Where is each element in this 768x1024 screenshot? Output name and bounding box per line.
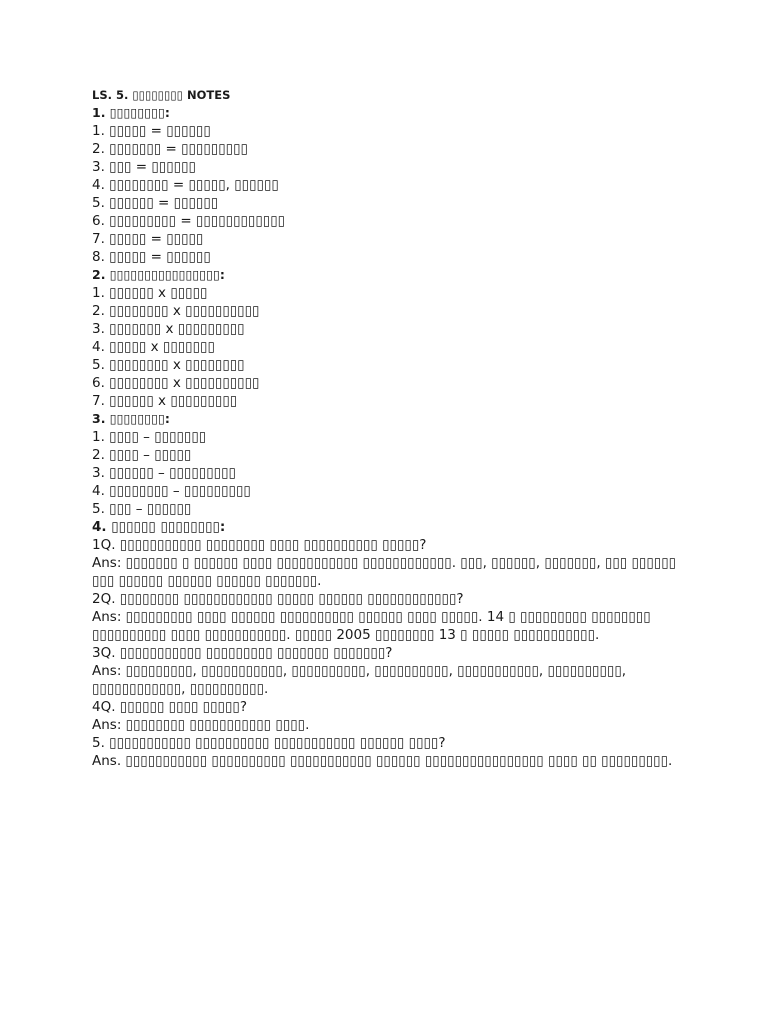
answer: Ans: ▯▯▯▯▯▯▯▯▯, ▯▯▯▯▯▯▯▯▯▯▯, ▯▯▯▯▯▯▯▯▯▯, ▯▯▯▯▯▯▯▯▯▯, ▯▯▯▯▯▯▯▯▯▯▯, ▯▯▯▯▯▯▯▯▯▯, ▯▯▯▯▯▯▯▯▯▯▯▯, ▯▯▯▯▯▯▯▯▯▯.	[92, 663, 627, 697]
answer: Ans: ▯▯▯▯▯▯▯▯ ▯▯▯▯▯▯▯▯▯▯▯ ▯▯▯▯.	[92, 717, 310, 733]
section-heading-opposites: 2. ▯▯▯▯▯▯▯▯▯▯▯▯▯▯▯▯:	[92, 267, 225, 282]
section-heading-meanings: 1. ▯▯▯▯▯▯▯▯:	[92, 105, 170, 120]
list-item: 2. ▯▯▯▯▯▯▯ = ▯▯▯▯▯▯▯▯▯	[92, 141, 248, 157]
list-item: 7. ▯▯▯▯▯▯ x ▯▯▯▯▯▯▯▯▯	[92, 393, 238, 409]
question: 4Q. ▯▯▯▯▯▯ ▯▯▯▯ ▯▯▯▯▯?	[92, 699, 247, 715]
document-title: LS. 5. ▯▯▯▯▯▯▯▯ NOTES	[92, 88, 231, 102]
list-item: 3. ▯▯▯▯▯▯ – ▯▯▯▯▯▯▯▯▯	[92, 465, 236, 481]
list-item: 8. ▯▯▯▯▯ = ▯▯▯▯▯▯	[92, 249, 211, 265]
section-heading-questions: 4. ▯▯▯▯▯▯ ▯▯▯▯▯▯▯▯:	[92, 519, 226, 535]
list-item: 3. ▯▯▯ = ▯▯▯▯▯▯	[92, 159, 196, 175]
list-item: 4. ▯▯▯▯▯ x ▯▯▯▯▯▯▯	[92, 339, 215, 355]
question: 1Q. ▯▯▯▯▯▯▯▯▯▯▯ ▯▯▯▯▯▯▯▯ ▯▯▯▯ ▯▯▯▯▯▯▯▯▯▯ ▯▯▯▯▯?	[92, 537, 427, 553]
list-item: 1. ▯▯▯▯▯ = ▯▯▯▯▯▯	[92, 123, 211, 139]
list-item: 1. ▯▯▯▯ – ▯▯▯▯▯▯▯	[92, 429, 207, 445]
list-item: 2. ▯▯▯▯ – ▯▯▯▯▯	[92, 447, 192, 463]
question: 2Q. ▯▯▯▯▯▯▯▯ ▯▯▯▯▯▯▯▯▯▯▯▯ ▯▯▯▯▯ ▯▯▯▯▯▯ ▯▯▯▯▯▯▯▯▯▯▯▯?	[92, 591, 464, 607]
list-item: 5. ▯▯▯▯▯▯▯▯ x ▯▯▯▯▯▯▯▯	[92, 357, 245, 373]
list-item: 2. ▯▯▯▯▯▯▯▯ x ▯▯▯▯▯▯▯▯▯▯	[92, 303, 260, 319]
list-item: 7. ▯▯▯▯▯ = ▯▯▯▯▯	[92, 231, 204, 247]
list-item: 4. ▯▯▯▯▯▯▯▯ – ▯▯▯▯▯▯▯▯▯	[92, 483, 251, 499]
document-page	[92, 86, 692, 770]
answer: Ans: ▯▯▯▯▯▯▯ ▯ ▯▯▯▯▯▯ ▯▯▯▯ ▯▯▯▯▯▯▯▯▯▯▯ ▯▯▯▯▯▯▯▯▯▯▯▯. ▯▯▯, ▯▯▯▯▯▯, ▯▯▯▯▯▯▯, ▯▯▯ ▯▯▯▯▯▯ ▯▯▯ ▯▯▯▯▯▯ ▯▯▯▯▯▯ ▯▯▯▯▯▯ ▯▯▯▯▯▯▯.	[92, 555, 677, 589]
list-item: 1. ▯▯▯▯▯▯ x ▯▯▯▯▯	[92, 285, 208, 301]
answer: Ans. ▯▯▯▯▯▯▯▯▯▯▯ ▯▯▯▯▯▯▯▯▯▯ ▯▯▯▯▯▯▯▯▯▯▯ ▯▯▯▯▯▯ ▯▯▯▯▯▯▯▯▯▯▯▯▯▯▯▯ ▯▯▯▯ ▯▯ ▯▯▯▯▯▯▯▯▯.	[92, 753, 673, 769]
answer: Ans: ▯▯▯▯▯▯▯▯▯ ▯▯▯▯ ▯▯▯▯▯▯ ▯▯▯▯▯▯▯▯▯▯ ▯▯▯▯▯▯ ▯▯▯▯ ▯▯▯▯▯. 14 ▯ ▯▯▯▯▯▯▯▯▯ ▯▯▯▯▯▯▯▯ ▯▯▯▯▯▯▯▯▯▯ ▯▯▯▯ ▯▯▯▯▯▯▯▯▯▯▯. ▯▯▯▯▯ 2005 ▯▯▯▯▯▯▯▯ 13 ▯ ▯▯▯▯▯ ▯▯▯▯▯▯▯▯▯▯▯.	[92, 609, 651, 643]
list-item: 6. ▯▯▯▯▯▯▯▯ x ▯▯▯▯▯▯▯▯▯▯	[92, 375, 260, 391]
question: 5. ▯▯▯▯▯▯▯▯▯▯▯ ▯▯▯▯▯▯▯▯▯▯ ▯▯▯▯▯▯▯▯▯▯▯ ▯▯▯▯▯▯ ▯▯▯▯?	[92, 735, 446, 751]
list-item: 5. ▯▯▯▯▯▯ = ▯▯▯▯▯▯	[92, 195, 219, 211]
list-item: 6. ▯▯▯▯▯▯▯▯▯ = ▯▯▯▯▯▯▯▯▯▯▯▯	[92, 213, 286, 229]
list-item: 3. ▯▯▯▯▯▯▯ x ▯▯▯▯▯▯▯▯▯	[92, 321, 245, 337]
question: 3Q. ▯▯▯▯▯▯▯▯▯▯▯ ▯▯▯▯▯▯▯▯▯ ▯▯▯▯▯▯▯ ▯▯▯▯▯▯▯?	[92, 645, 393, 661]
section-heading-word-forms: 3. ▯▯▯▯▯▯▯▯:	[92, 411, 170, 426]
list-item: 4. ▯▯▯▯▯▯▯▯ = ▯▯▯▯▯, ▯▯▯▯▯▯	[92, 177, 279, 193]
list-item: 5. ▯▯▯ – ▯▯▯▯▯▯	[92, 501, 192, 517]
